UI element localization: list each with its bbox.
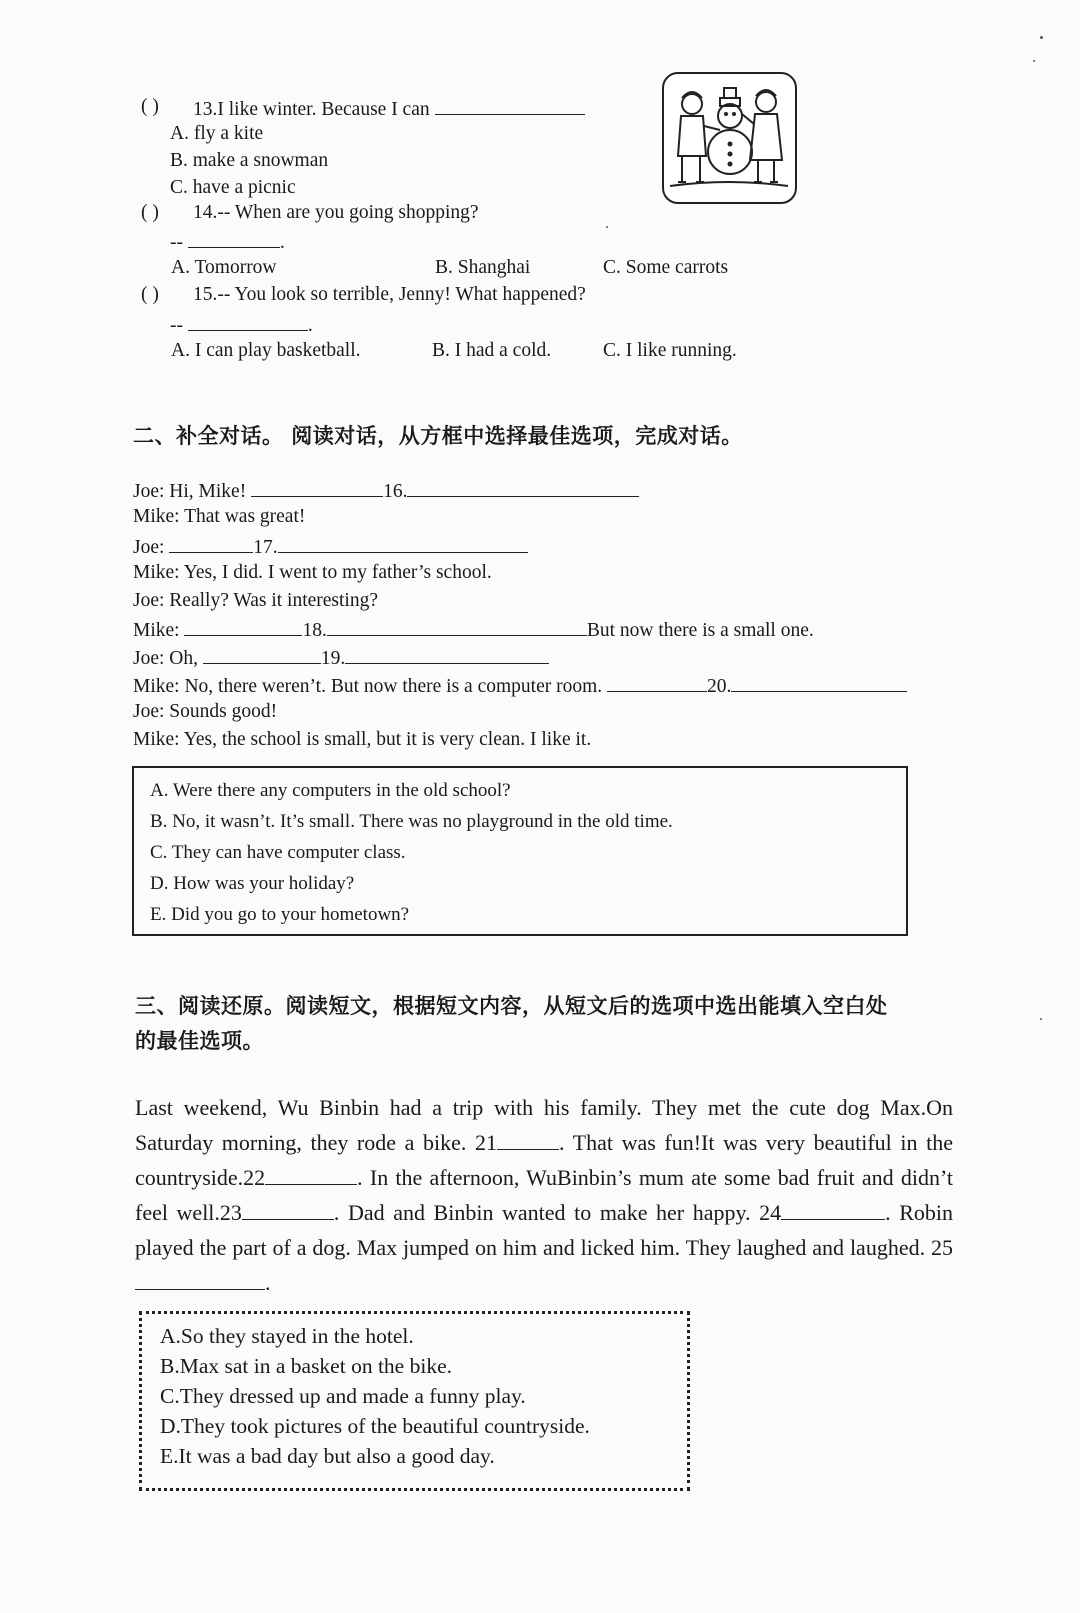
dialogue-line-4: Mike: Yes, I did. I went to my father’s school. (133, 562, 492, 583)
section3-option-a: A.So they stayed in the hotel. (160, 1324, 414, 1348)
section2-option-a: A. Were there any computers in the old school? (150, 780, 511, 801)
q14-option-a: A. Tomorrow (171, 257, 277, 278)
reading-passage (135, 1090, 953, 1300)
section3-option-e: E.It was a bad day but also a good day. (160, 1444, 495, 1468)
blank-17[interactable] (278, 534, 528, 553)
blank-16[interactable] (407, 478, 639, 497)
section2-option-b: B. No, it wasn’t. It’s small. There was no playground in the old time. (150, 811, 673, 832)
q15-answer-prefix: -- (170, 315, 183, 336)
dialogue-text: Joe: Oh, (133, 648, 198, 669)
passage-text: . Dad and Binbin wanted to make her happy. 24 (333, 1200, 782, 1225)
passage-text: Last weekend, Wu Binbin had a trip with his family. They met the cute dog Max.On Saturday morning, they rode a bike. 21 (135, 1095, 953, 1155)
blank-23[interactable] (242, 1199, 334, 1220)
section2-heading: 二、补全对话。 阅读对话，从方框中选择最佳选项，完成对话。 (133, 424, 743, 448)
blank-16-number: 16. (383, 481, 408, 502)
snowman-children-icon (664, 74, 794, 201)
dialogue-text: Mike: (133, 620, 180, 641)
section3-options-box (139, 1311, 690, 1491)
dialogue-line-1 (133, 478, 639, 503)
blank-20[interactable] (731, 673, 907, 692)
scan-speck (1033, 60, 1035, 62)
blank-18-number: 18. (302, 620, 327, 641)
dialogue-text: But now there is a small one. (586, 620, 814, 641)
section3-option-d: D.They took pictures of the beautiful countryside. (160, 1414, 590, 1438)
q15-option-c: C. I like running. (603, 340, 737, 361)
blank-19-number: 19. (320, 648, 346, 669)
q15-text: 15.-- You look so terrible, Jenny! What happened? (193, 284, 586, 305)
dialogue-text: Joe: Hi, Mike! (133, 481, 247, 502)
q15-option-b: B. I had a cold. (432, 340, 552, 361)
passage-text: . Robin played the part of a dog. Max jumped on him and licked him. They laughed and laughed. 25 (135, 1200, 953, 1260)
passage-text: . In the afternoon, WuBinbin’s mum ate some bad fruit and didn’t feel well.23 (135, 1165, 953, 1225)
q15-blank[interactable] (188, 312, 308, 331)
section3-option-c: C.They dressed up and made a funny play. (160, 1384, 526, 1408)
snowman-illustration (662, 72, 797, 204)
dialogue-text: Mike: No, there weren’t. But now there is a computer room. (133, 676, 603, 697)
q14-option-c: C. Some carrots (603, 257, 729, 278)
passage-text: . (265, 1270, 271, 1295)
q13-stem (193, 96, 585, 121)
dialogue-line-10: Mike: Yes, the school is small, but it is very clean. I like it. (133, 729, 592, 750)
q14-answer-line: -- . (170, 229, 285, 254)
blank-19[interactable] (345, 645, 549, 664)
section3-heading-line2: 的最佳选项。 (135, 1029, 264, 1053)
scan-speck (1040, 1018, 1042, 1020)
q14-text: 14.-- When are you going shopping? (193, 202, 479, 223)
blank-16-pre[interactable] (251, 478, 383, 497)
section2-option-d: D. How was your holiday? (150, 873, 355, 894)
section2-option-c: C. They can have computer class. (150, 842, 406, 863)
scan-speck (1040, 36, 1043, 39)
passage-text: . That was fun!It was very beautiful in the countryside.22 (135, 1130, 953, 1190)
q14-blank[interactable] (188, 229, 280, 248)
dialogue-text: Joe: (133, 537, 165, 558)
q13-blank[interactable] (435, 96, 585, 115)
q15-option-a: A. I can play basketball. (171, 340, 361, 361)
section2-option-e: E. Did you go to your hometown? (150, 904, 410, 925)
dialogue-line-9: Joe: Sounds good! (133, 701, 278, 722)
q15-answer-line: -- . (170, 312, 313, 337)
dialogue-line-6 (133, 617, 814, 642)
q14-answer-prefix: -- (170, 232, 183, 253)
q15-paren: ( ) (141, 284, 159, 305)
blank-21[interactable] (497, 1129, 559, 1150)
q13-option-a: A. fly a kite (170, 123, 264, 144)
blank-19-pre[interactable] (203, 645, 321, 664)
blank-24[interactable] (781, 1199, 885, 1220)
blank-25[interactable] (135, 1269, 265, 1290)
q13-paren: ( ) (141, 96, 159, 117)
dialogue-line-5: Joe: Really? Was it interesting? (133, 590, 379, 611)
blank-18-pre[interactable] (184, 617, 302, 636)
blank-22[interactable] (265, 1164, 357, 1185)
blank-18[interactable] (327, 617, 587, 636)
blank-20-pre[interactable] (607, 673, 707, 692)
dialogue-line-2: Mike: That was great! (133, 506, 306, 527)
blank-20-number: 20. (707, 676, 732, 697)
blank-17-pre[interactable] (169, 534, 253, 553)
section3-option-b: B.Max sat in a basket on the bike. (160, 1354, 452, 1378)
dialogue-line-7 (133, 645, 549, 670)
dialogue-line-3 (133, 534, 528, 559)
q13-option-c: C. have a picnic (170, 177, 296, 198)
q13-option-b: B. make a snowman (170, 150, 329, 171)
scan-speck (606, 226, 608, 228)
section2-options-box (132, 766, 908, 936)
q14-paren: ( ) (141, 202, 159, 223)
q14-option-b: B. Shanghai (435, 257, 531, 278)
blank-17-number: 17. (253, 537, 278, 558)
dialogue-line-8 (133, 673, 907, 698)
section3-heading-line1: 三、阅读还原。阅读短文，根据短文内容，从短文后的选项中选出能填入空白处 (135, 994, 888, 1018)
q13-text: 13.I like winter. Because I can (193, 99, 430, 120)
